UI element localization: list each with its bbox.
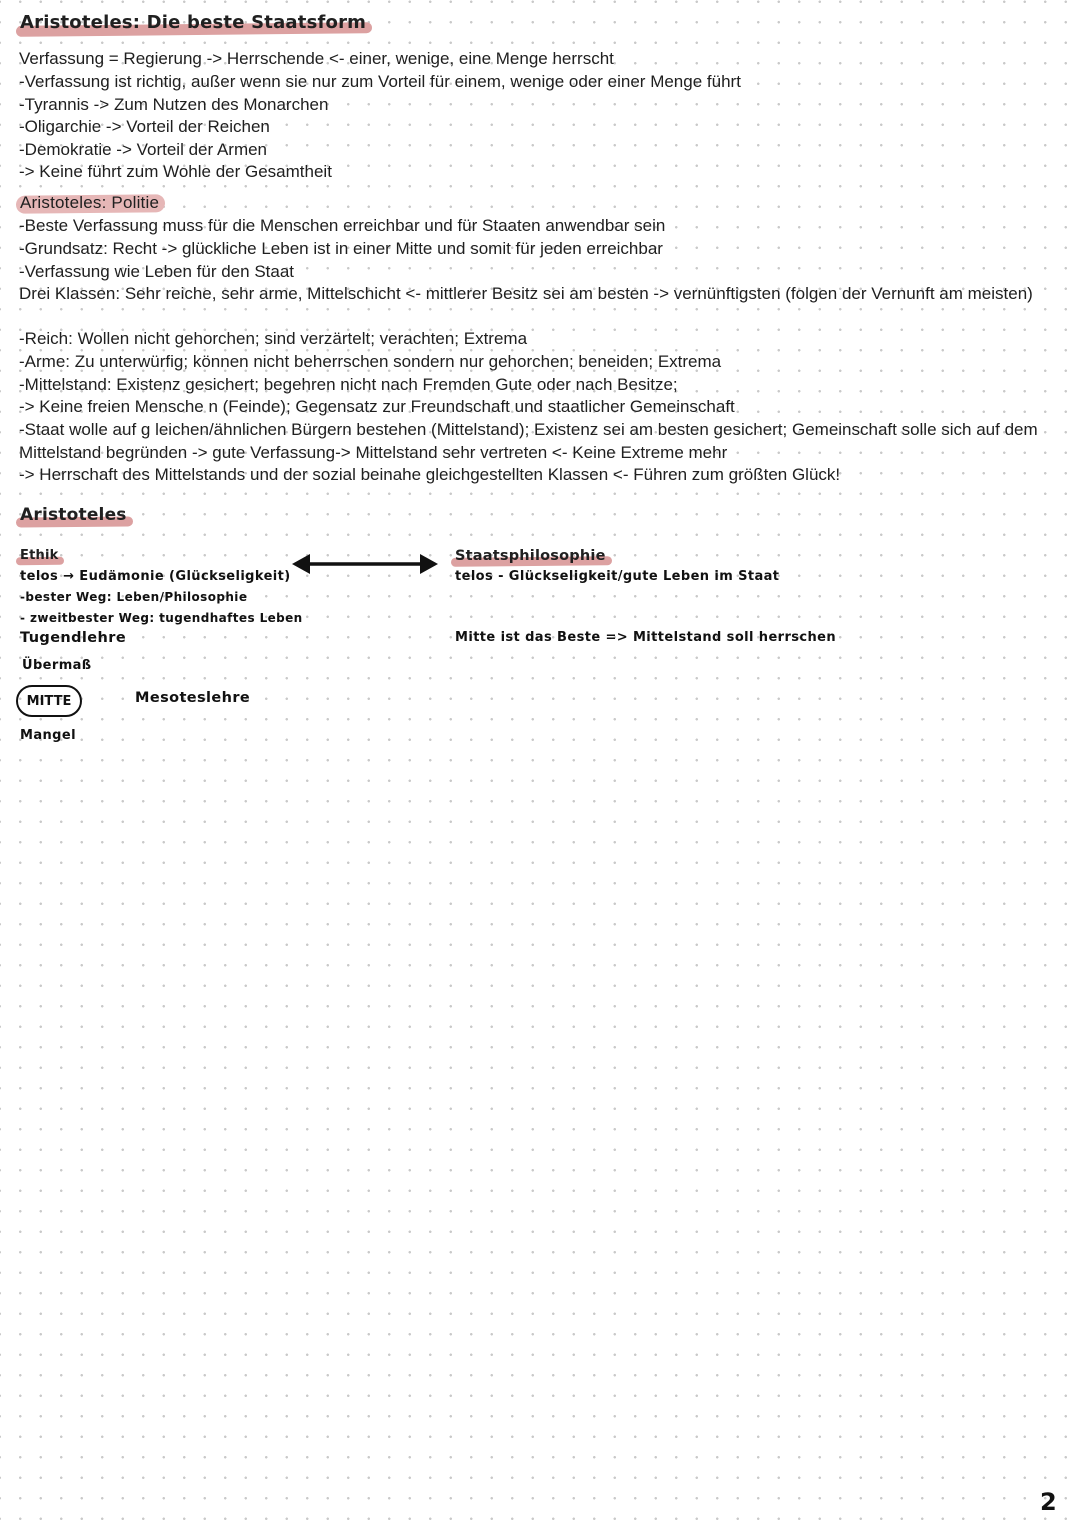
mitte-oval: MITTE (16, 685, 82, 717)
ethik-line-2: -bester Weg: Leben/Philosophie (20, 590, 248, 604)
section2-title: Aristoteles: Politie (20, 193, 160, 212)
page-number: 2 (1040, 1488, 1057, 1516)
section1-line-4: -Oligarchie -> Vorteil der Reichen (19, 117, 270, 136)
ethik-tugendlehre: Tugendlehre (20, 630, 127, 646)
double-arrow-icon (290, 550, 440, 578)
staat-title: Staatsphilosophie (455, 548, 606, 564)
ethik-uebermass: Übermaß (22, 658, 92, 673)
section2-line-6: -Arme: Zu unterwürfig; können nicht beherrschen sondern nur gehorchen; beneiden; Extrema (19, 352, 722, 371)
section2-line-2: -Grundsatz: Recht -> glückliche Leben ist in einer Mitte und somit für jeden erreichbar (19, 239, 663, 258)
ethik-title: Ethik (20, 548, 59, 563)
section2-line-1: -Beste Verfassung muss für die Menschen erreichbar und für Staaten anwendbar sein (19, 216, 666, 235)
section2-line-5: -Reich: Wollen nicht gehorchen; sind verzärtelt; verachten; Extrema (19, 329, 528, 348)
section3-title: Aristoteles (20, 505, 127, 525)
section2-line-3: -Verfassung wie Leben für den Staat (19, 262, 295, 281)
section2-line-4: Drei Klassen: Sehr reiche, sehr arme, Mittelschicht <- mittlerer Besitz sei am besten -> vernünftigsten (folgen der Vernunft am meisten) (19, 284, 1033, 303)
ethik-line-3: - zweitbester Weg: tugendhaftes Leben (20, 611, 303, 625)
staat-line-1: telos - Glückseligkeit/gute Leben im Staat (455, 569, 780, 584)
section1-line-3: -Tyrannis -> Zum Nutzen des Monarchen (19, 95, 329, 114)
mesoteslehre: Mesoteslehre (135, 690, 251, 706)
ethik-line-1: telos → Eudämonie (Glückseligkeit) (20, 569, 291, 584)
section1-line-1: Verfassung = Regierung -> Herrschende <- einer, wenige, eine Menge herrscht (19, 49, 614, 68)
section2-line-10: -> Herrschaft des Mittelstands und der sozial beinahe gleichgestellten Klassen <- Führen zum größten Glück! (19, 465, 841, 484)
section2-line-9: -Staat wolle auf g leichen/ähnlichen Bürgern bestehen (Mittelstand); Existenz sei am besten gesichert; Gemeinschaft solle sich auf dem Mittelstand begründen -> gute Verfassung-> Mittelstand sehr vertreten <- Keine Extreme mehr (19, 420, 1038, 462)
ethik-mangel: Mangel (20, 728, 76, 743)
section1-title: Aristoteles: Die beste Staatsform (20, 12, 367, 33)
section2-line-8: -> Keine freien Mensche n (Feinde); Gegensatz zur Freundschaft und staatlicher Gemeinschaft (19, 397, 735, 416)
section1-line-2: -Verfassung ist richtig, außer wenn sie nur zum Vorteil für einem, wenige oder einer Menge führt (19, 72, 741, 91)
staat-line-2: Mitte ist das Beste => Mittelstand soll herrschen (455, 630, 837, 645)
section1-line-5: -Demokratie -> Vorteil der Armen (19, 140, 268, 159)
section2-line-7: -Mittelstand: Existenz gesichert; begehren nicht nach Fremden Gute oder nach Besitze; (19, 375, 678, 394)
section1-line-6: -> Keine führt zum Wohle der Gesamtheit (19, 162, 332, 181)
